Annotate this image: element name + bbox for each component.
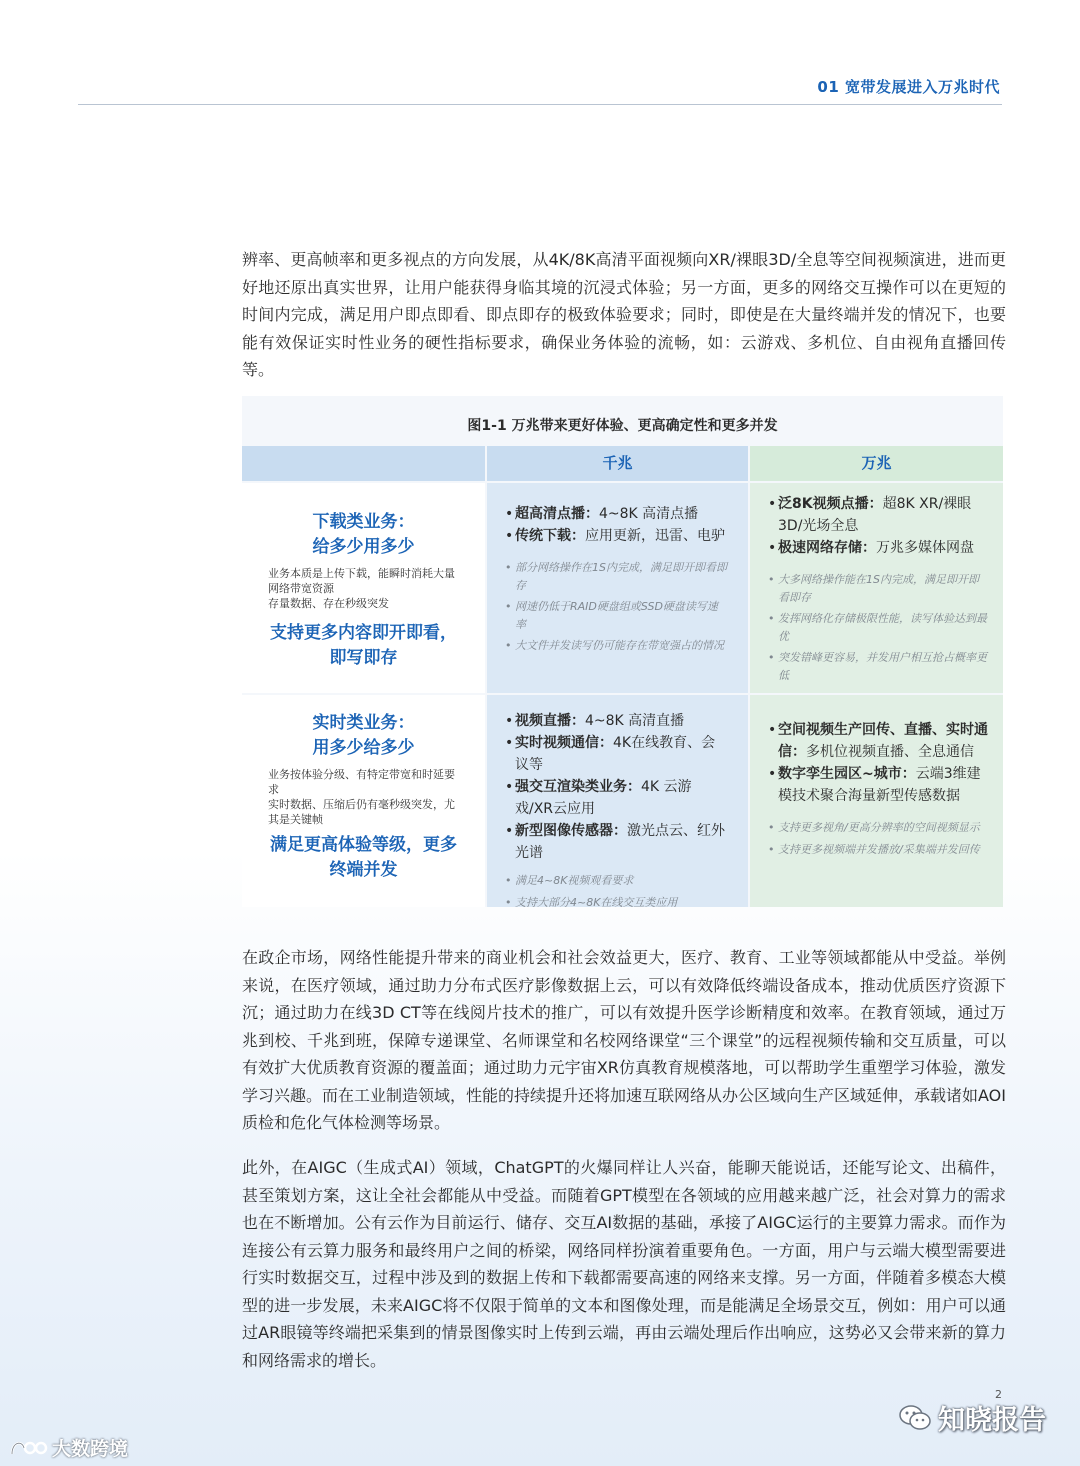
list-item: • 极速网络存储：万兆多媒体网盘 [768,537,989,559]
cell-realtime-qianzhao [487,695,748,907]
cell-download-wanzhao [750,483,1003,693]
row-title-line1: 实时类业务： [312,713,415,733]
list-item: • 视频直播：4~8K 高清直播 [505,710,728,732]
list-item: • 实时视频通信：4K在线教育、会议等 [505,732,728,776]
paragraph-aigc: 此外，在AIGC（生成式AI）领域，ChatGPT的火爆同样让人兴奋，能聊天能说话，还能写论文、出稿件，甚至策划方案，这让全社会都能从中受益。而随着GPT模型在各领域的应用越来越广泛，社会对算力的需求也在不断增加。公有云作为目前运行、储存、交互AI数据的基础，承接了AIGC运行的主要算力需求。而作为连接公有云算力服务和最终用户之间的桥梁，网络同样扮演着重要角色。一方面，用户与云端大模型需要进行实时数据交互，过程中涉及到的数据上传和下载都需要高速的网络来支撑。另一方面，伴随着多模态大模型的进一步发展，未来AIGC将不仅限于简单的文本和图像处理，而是能满足全场景交互，例如：用户可以通过AR眼镜等终端把采集到的情景图像实时上传到云端，再由云端处理后作出响应，这势必又会带来新的算力和网络需求的增长。 [242,1158,1006,1370]
note-item: • 满足4~8K视频观看要求 [505,872,728,890]
note-item: • 支持更多视角/更高分辨率的空间视频显示 [768,819,989,837]
watermark-zhixiao [898,1398,1046,1437]
list-item: • 数字孪生园区~城市：云端3维建模技术聚合海量新型传感数据 [768,763,989,807]
row-slogan-line2: 即写即存 [329,648,398,668]
row-header-realtime [242,695,485,907]
paragraph-intro: 辨率、更高帧率和更多视点的方向发展，从4K/8K高清平面视频向XR/裸眼3D/全息等空间视频演进，进而更好地还原出真实世界，让用户能获得身临其境的沉浸式体验；另一方面，更多的网络交互操作可以在更短的时间内完成，满足用户即点即看、即点即存的极致体验要求；同时，即使是在大量终端并发的情况下，也要能有效保证实时性业务的硬性指标要求，确保业务体验的流畅，如：云游戏、多机位、自由视角直播回传等。 [242,250,1006,379]
row-slogan-line1: 支持更多内容即开即看， [270,623,457,643]
wechat-icon [898,1404,932,1432]
cell-download-qianzhao [487,483,748,693]
list-item: • 超高清点播：4~8K 高清点播 [505,503,728,525]
row-title-line1: 下载类业务： [312,512,415,532]
row-title-line2: 用多少给多少 [312,738,415,758]
table-corner-cell [242,446,485,481]
figure-comparison-table [242,396,1003,907]
row-slogan-line1: 满足更高体验等级，更多 [270,835,457,855]
dashu-logo-icon [8,1436,48,1460]
figure-caption: 图1-1 万兆带来更好体验、更高确定性和更多并发 [467,418,778,434]
watermark-left-text: 大数跨境 [52,1438,129,1460]
note-item: • 突发错峰更容易，并发用户相互抢占概率更低 [768,649,989,684]
row-title-line2: 给多少用多少 [312,537,415,557]
row-description: 业务本质是上传下载，能瞬时消耗大量网络带宽资源 存量数据、存在秒级突发 [268,567,455,610]
cell-realtime-wanzhao [750,695,1003,907]
note-item: • 支持大部分4~8K在线交互类应用 [505,894,728,912]
note-item: • 大文件并发读写仍可能存在带宽强占的情况 [505,637,728,655]
page-number: 2 [995,1388,1002,1401]
list-item: • 传统下载：应用更新，迅雷、电驴 [505,525,728,547]
header-divider [78,104,1002,105]
note-item: • 支持更多视频端并发播放/采集端并发回传 [768,841,989,859]
column-header-wanzhao: 万兆 [750,446,1003,481]
watermark-dashu [8,1434,128,1461]
row-description: 业务按体验分级、有特定带宽和时延要求 实时数据、压缩后仍有毫秒级突发，尤其是关键帧 [268,768,455,826]
column-header-qianzhao: 千兆 [487,446,748,481]
section-title: 01 宽带发展进入万兆时代 [817,78,1000,96]
note-item: • 大多网络操作能在1S内完成，满足即开即看即存 [768,571,989,606]
note-item: • 发挥网络化存储极限性能，读写体验达到最优 [768,610,989,645]
watermark-right-text: 知晓报告 [938,1405,1046,1436]
list-item: • 强交互渲染类业务：4K 云游戏/XR云应用 [505,776,728,820]
paragraph-enterprise: 在政企市场，网络性能提升带来的商业机会和社会效益更大，医疗、教育、工业等领域都能从中受益。举例来说，在医疗领域，通过助力分布式医疗影像数据上云，可以有效降低终端设备成本，推动优质医疗资源下沉；通过助力在线3D CT等在线阅片技术的推广，可以有效提升医学诊断精度和效率。在教育领域，通过万兆到校、千兆到班，保障专递课堂、名师课堂和名校网络课堂“三个课堂”的远程视频传输和交互质量，可以有效扩大优质教育资源的覆盖面；通过助力元宇宙XR仿真教育规模落地，可以帮助学生重塑学习体验，激发学习兴趣。而在工业制造领域，性能的持续提升还将加速互联网络从办公区域向生产区域延伸，承载诸如AOI质检和危化气体检测等场景。 [242,948,1006,1132]
note-item: • 网速仍低于RAID硬盘组或SSD硬盘读写速率 [505,598,728,633]
row-header-download [242,483,485,693]
list-item: • 泛8K视频点播：超8K XR/裸眼3D/光场全息 [768,493,989,537]
note-item: • 部分网络操作在1S内完成，满足即开即看即存 [505,559,728,594]
list-item: • 新型图像传感器：激光点云、红外光谱 [505,820,728,864]
list-item: • 空间视频生产回传、直播、实时通信：多机位视频直播、全息通信 [768,719,989,763]
row-slogan-line2: 终端并发 [329,860,398,880]
